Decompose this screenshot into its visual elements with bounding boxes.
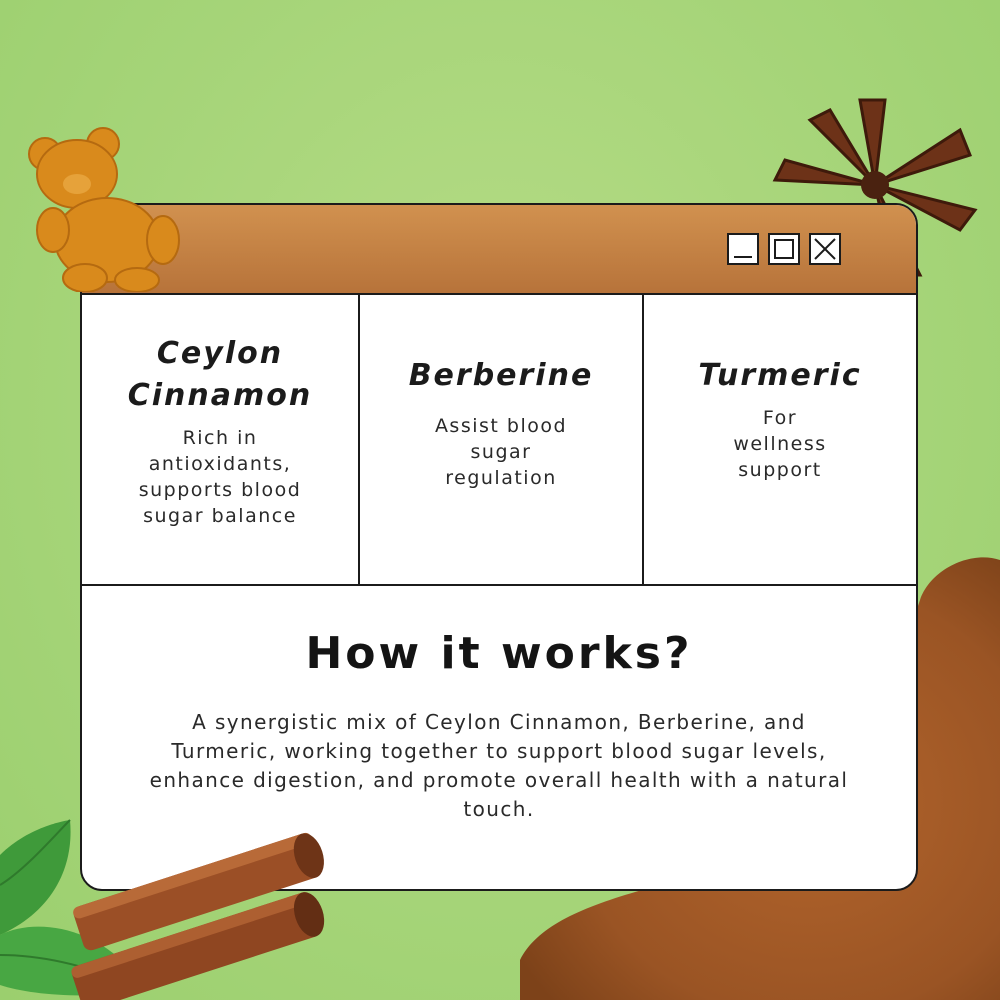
ingredients-grid (82, 295, 916, 586)
how-it-works-body: A synergistic mix of Ceylon Cinnamon, Berberine, and Turmeric, working together to support blood sugar levels, enhance digestion, and promote overall health with a natural touch. (149, 710, 849, 821)
ingredient-card-berberine (358, 295, 642, 584)
cinnamon-sticks-image (55, 800, 335, 1000)
ingredient-description: Rich in antioxidants, supports blood sugar balance (138, 427, 302, 527)
window-titlebar (82, 205, 916, 295)
minimize-button[interactable] (727, 233, 759, 265)
ingredient-card-ceylon-cinnamon (82, 295, 358, 584)
minimize-icon (729, 235, 757, 263)
ingredient-title: Berberine (408, 358, 594, 393)
close-button[interactable] (809, 233, 841, 265)
ingredient-description: For wellness support (733, 407, 827, 481)
ingredient-title: Turmeric (698, 358, 862, 393)
how-it-works-title: How it works? (305, 628, 693, 679)
maximize-icon (770, 235, 798, 263)
app-window (80, 203, 918, 891)
ingredient-card-turmeric (642, 295, 916, 584)
gummy-bear-image (25, 122, 180, 292)
ingredient-description: Assist blood sugar regulation (434, 415, 568, 489)
ingredient-title: Ceylon Cinnamon (127, 336, 313, 413)
maximize-button[interactable] (768, 233, 800, 265)
close-icon (811, 235, 839, 263)
